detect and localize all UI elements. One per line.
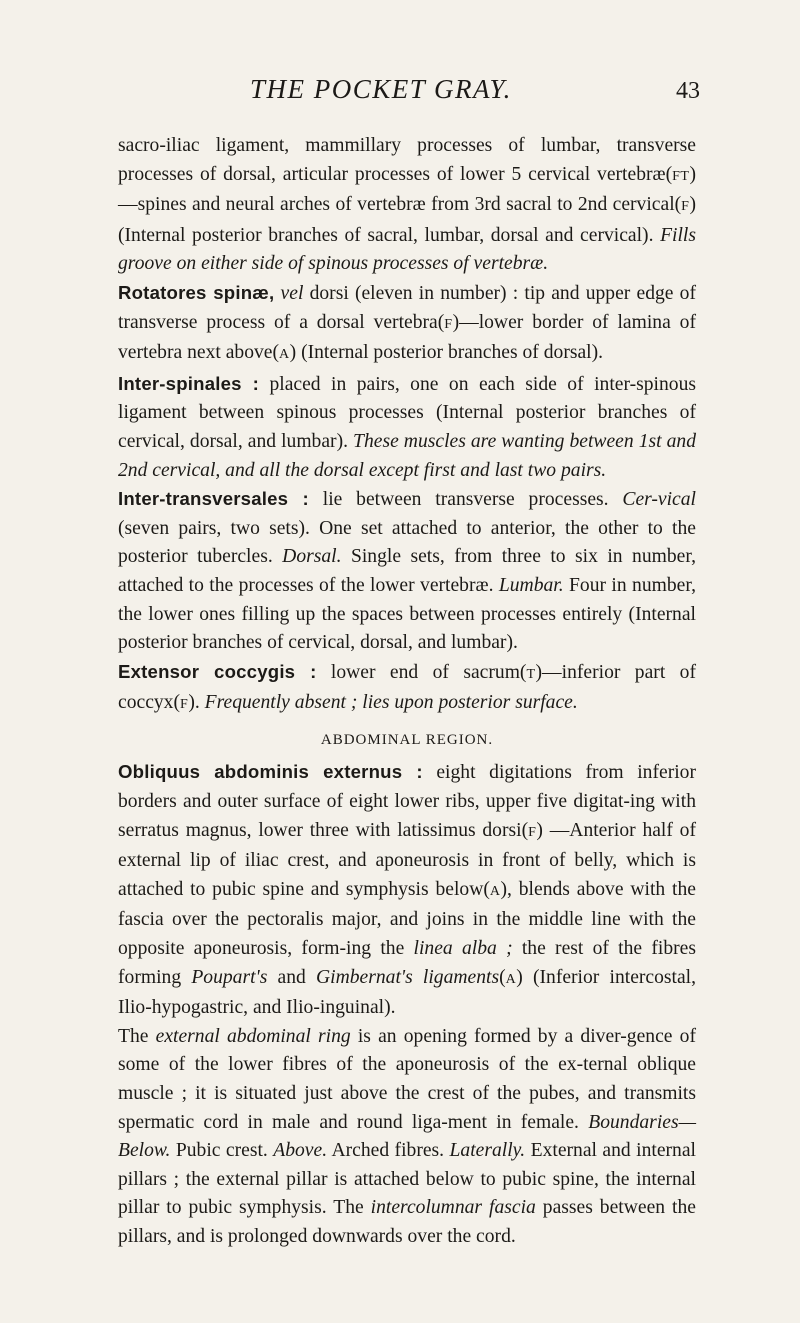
text-run: dorsi (eleven in number) : tip and upper edge of transverse process of a dorsal vertebra( <box>118 282 696 333</box>
italic-note: Dorsal. <box>282 546 342 568</box>
text-run: the rest of the fibres forming <box>118 938 696 988</box>
text-run: Arched fibres. <box>327 1140 450 1162</box>
italic-note: vel <box>280 282 304 304</box>
attachment-mark: F <box>444 316 453 332</box>
text-run: ) (Internal posterior branches of sacral, lumbar, dorsal and cervical). <box>118 194 696 246</box>
attachment-mark: A <box>505 971 517 987</box>
text-run: lie between transverse processes. <box>308 489 623 511</box>
italic-note: Fills groove on either side of spinous processes of vertebræ. <box>118 224 696 275</box>
italic-note: Poupart's <box>191 966 268 988</box>
text-run: ) (Inferior intercostal, Ilio-hypogastric, and Ilio-inguinal). <box>118 966 697 1019</box>
attachment-mark: T <box>526 666 536 682</box>
italic-note: Boundaries—Below. <box>118 1111 696 1162</box>
italic-note: These muscles are wanting between 1st and 2nd cervical, and all the dorsal except first and last two pairs. <box>118 430 697 481</box>
text-run: eight digitations from inferior borders and outer surface of eight lower ribs, upper five digitat-ing with serratus magnus, lower three with latissimus dorsi( <box>118 762 696 841</box>
text-run: and <box>267 966 317 988</box>
italic-note: linea alba ; <box>413 938 513 960</box>
muscle-term: Inter-transversales : <box>118 488 309 510</box>
muscle-term: Extensor coccygis : <box>118 660 317 682</box>
italic-note: intercolumnar fascia <box>370 1197 536 1219</box>
muscle-term: Obliquus abdominis externus : <box>118 761 423 783</box>
attachment-mark: F <box>681 199 690 215</box>
attachment-mark: F <box>180 697 189 713</box>
muscle-term: Rotatores spinæ, <box>118 281 275 303</box>
italic-note: Gimbernat's ligaments <box>316 966 500 988</box>
muscle-term: Inter-spinales : <box>118 372 260 394</box>
paragraph-external-abdominal-ring <box>118 1023 696 1252</box>
text-run: passes between the pillars, and is prolonged downwards over the cord. <box>118 1197 696 1247</box>
text-run: ) —Anterior half of external lip of iliac crest, and aponeurosis in front of belly, which is attached to pubic spine and symphysis below( <box>118 819 696 900</box>
text-run: ( <box>499 966 506 988</box>
text-run: placed in pairs, one on each side of inter-spinous ligament between spinous processes (Internal posterior branches of cervical, dorsal, and lumbar). <box>118 373 696 452</box>
text-run: )—spines and neural arches of vertebræ from 3rd sacral to 2nd cervical( <box>118 163 696 216</box>
attachment-mark: A <box>489 883 501 899</box>
section-heading: ABDOMINAL REGION. <box>320 731 494 748</box>
paragraph-obliquus-externus <box>118 758 696 1022</box>
text-run: (seven pairs, two sets). One set attached to anterior, the other to the posterior tubercles. <box>118 517 696 568</box>
attachment-mark: F <box>528 824 537 840</box>
text-run: sacro-iliac ligament, mammillary processes of lumbar, transverse processes of dorsal, articular processes of lower 5 cervical vertebræ( <box>118 135 696 185</box>
page-number: 43 <box>676 78 700 104</box>
running-title: THE POCKET GRAY. <box>250 74 512 104</box>
text-run: lower end of sacrum( <box>316 661 527 683</box>
body-text <box>118 132 696 1252</box>
text-run: The <box>118 1025 156 1047</box>
italic-note: Above. <box>273 1140 328 1162</box>
text-run: )—inferior part of coccyx( <box>118 661 696 714</box>
italic-note: Frequently absent ; lies upon posterior surface. <box>204 692 578 714</box>
text-run: ) (Internal posterior branches of dorsal). <box>289 342 604 364</box>
text-run: ). <box>188 692 205 714</box>
paragraph-inter-spinales <box>118 370 696 485</box>
italic-note: Laterally. <box>449 1140 526 1162</box>
italic-note: Lumbar. <box>498 574 564 596</box>
text-run: is an opening formed by a diver-gence of some of the lower fibres of the aponeurosis of the ex-ternal oblique muscle ; it is situated just above the crest of the pubes, and transmits spermatic cord in male and round liga-ment in female. <box>118 1025 696 1133</box>
paragraph-multifidus-continued <box>118 132 696 279</box>
paragraph-inter-transversales <box>118 485 696 658</box>
italic-note: external abdominal ring <box>155 1025 351 1047</box>
text-run: Pubic crest. <box>170 1140 274 1162</box>
attachment-mark: A <box>279 347 290 363</box>
text-run: Single sets, from three to six in number, attached to the processes of the lower vertebræ. <box>118 546 696 596</box>
italic-note: Cer-vical <box>622 489 696 511</box>
text-run: )—lower border of lamina of vertebra next above( <box>118 311 696 364</box>
text-run: External and internal pillars ; the external pillar is attached below to pubic spine, the internal pillar to pubic symphysis. The <box>118 1140 696 1219</box>
paragraph-rotatores-spinae <box>118 279 696 370</box>
text-run: ), blends above with the fascia over the pectoralis major, and joins in the middle line with the opposite aponeurosis, form-ing the <box>118 878 696 960</box>
attachment-mark: FT <box>672 168 690 184</box>
text-run: Four in number, the lower ones filling up the spaces between processes entirely (Internal posterior branches of cervical, dorsal, and lumbar). <box>118 574 696 654</box>
paragraph-extensor-coccygis <box>118 658 696 720</box>
